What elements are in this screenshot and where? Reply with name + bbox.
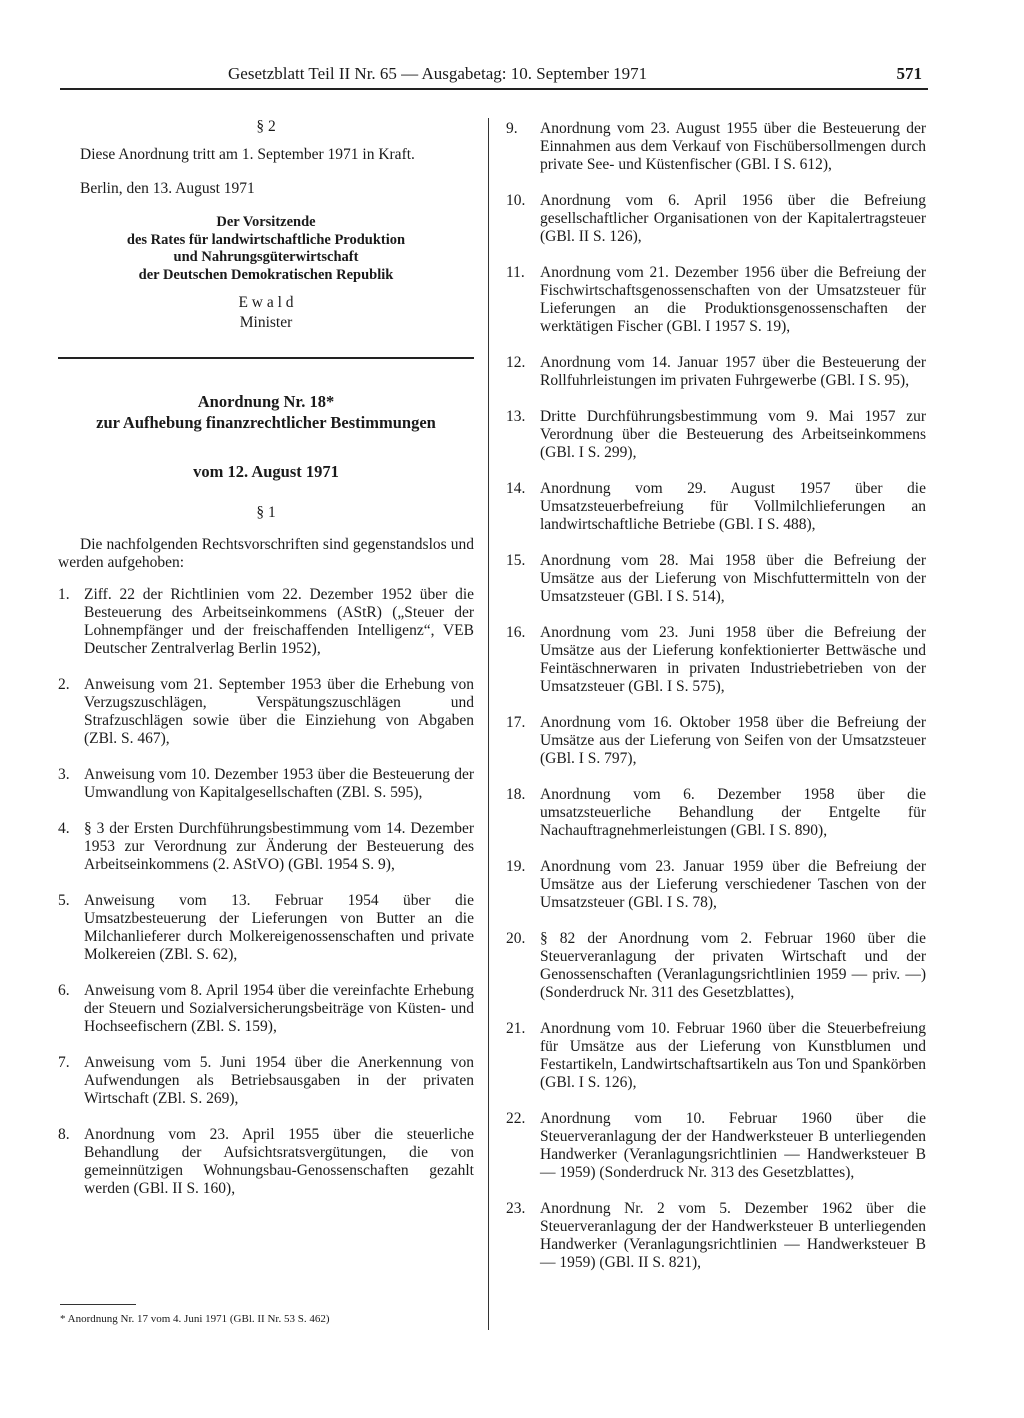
signature-line: Der Vorsitzende: [216, 214, 316, 230]
list-item: [58, 586, 474, 658]
list-item: [506, 1020, 926, 1092]
signatory-name: E w a l d: [238, 294, 294, 311]
item-number: 23.: [506, 1200, 526, 1217]
right-column: [506, 120, 926, 1272]
ordinance-title-line: Anordnung Nr. 18*: [197, 392, 335, 411]
list-item: [506, 1110, 926, 1182]
item-text: Dritte Durchführungsbestimmung vom 9. Mai 1957 zur Verordnung über die Besteuerung des Arbeitseinkommens (GBl. I S. 299),: [540, 408, 926, 461]
list-item: [506, 552, 926, 606]
section-2-heading: § 2: [256, 118, 276, 135]
item-number: 9.: [506, 120, 518, 137]
item-number: 22.: [506, 1110, 526, 1127]
item-number: 5.: [58, 892, 70, 909]
list-item: [506, 480, 926, 534]
item-number: 2.: [58, 676, 70, 693]
left-column: [58, 116, 474, 1198]
list-item: [58, 676, 474, 748]
item-number: 10.: [506, 192, 526, 209]
list-item: [58, 982, 474, 1036]
place-date: Berlin, den 13. August 1971: [80, 180, 255, 197]
list-item: [58, 892, 474, 964]
signature-line: des Rates für landwirtschaftliche Produktion: [126, 231, 406, 248]
item-text: § 82 der Anordnung vom 2. Februar 1960 über die Steuerveranlagung der privaten Wirtschaft und der Genossenschaften (Veranlagungsrichtlinien 1959 — priv. —) (Sonderdruck Nr. 311 des Gesetzblattes),: [540, 930, 926, 1001]
item-number: 11.: [506, 264, 525, 281]
list-item: [506, 1200, 926, 1272]
item-text: Anweisung vom 21. September 1953 über die Erhebung von Verzugszuschlägen, Verspätungszuschlägen und Strafzuschlägen sowie über die Einziehung von Abgaben (ZBl. S. 467),: [84, 676, 474, 747]
item-text: Anordnung vom 16. Oktober 1958 über die Befreiung der Umsätze aus der Lieferung von Seifen von der Umsatzsteuer (GBl. I S. 797),: [540, 714, 926, 767]
section-divider: [58, 357, 474, 359]
item-number: 14.: [506, 480, 526, 497]
item-text: Anweisung vom 8. April 1954 über die vereinfachte Erhebung der Steuern und Sozialversicherungsbeiträge von Küsten- und Hochseefischern (ZBl. S. 159),: [84, 982, 474, 1035]
item-number: 12.: [506, 354, 526, 371]
ordinance-subtitle: zur Aufhebung finanzrechtlicher Bestimmungen: [96, 413, 436, 432]
section-1-heading: § 1: [256, 504, 276, 521]
item-number: 18.: [506, 786, 526, 803]
footnote: * Anordnung Nr. 17 vom 4. Juni 1971 (GBl. II Nr. 53 S. 462): [60, 1313, 330, 1325]
item-number: 13.: [506, 408, 526, 425]
item-number: 21.: [506, 1020, 526, 1037]
item-number: 6.: [58, 982, 70, 999]
item-number: 19.: [506, 858, 526, 875]
item-text: Ziff. 22 der Richtlinien vom 22. Dezember 1952 über die Besteuerung des Arbeitseinkommens (AStR) („Steuer der Lohnempfänger und der freischaffenden Intelligenz“, VEB Deutscher Zentralverlag Berlin 1952),: [84, 586, 474, 657]
item-text: § 3 der Ersten Durchführungsbestimmung vom 14. Dezember 1953 zur Verordnung zur Änderung der Besteuerung des Arbeitseinkommens (2. AStVO) (GBl. 1954 S. 9),: [84, 820, 474, 873]
item-number: 1.: [58, 586, 70, 603]
section-2-text: Diese Anordnung tritt am 1. September 1971 in Kraft.: [80, 146, 415, 163]
footnote-rule: [60, 1304, 136, 1305]
list-item: [506, 192, 926, 246]
item-text: Anordnung vom 28. Mai 1958 über die Befreiung der Umsätze aus der Lieferung von Mischfuttermitteln von der Umsatzsteuer (GBl. I S. 514),: [540, 552, 926, 605]
item-text: Anordnung vom 10. Februar 1960 über die Steuerbefreiung für Umsätze aus der Lieferung von Kunstblumen und Festartikeln, Landwirtschaftsartikeln aus Ton und Spankörben (GBl. I S. 126),: [540, 1020, 926, 1091]
item-text: Anordnung vom 23. Juni 1958 über die Befreiung der Umsätze aus der Lieferung konfektionierter Bettwäsche und Feintäschnerwaren in privaten Industriebetrieben von der Umsatzsteuer (GBl. I S. 575),: [540, 624, 926, 695]
list-item: [58, 1126, 474, 1198]
repealed-list-left: [58, 586, 474, 1198]
column-divider: [488, 118, 489, 1330]
item-text: Anordnung vom 10. Februar 1960 über die Steuerveranlagung der der Handwerksteuer B unterliegenden Handwerker (Veranlagungsrichtlinien — Handwerksteuer B — 1959) (Sonderdruck Nr. 313 des Gesetzblattes),: [540, 1110, 926, 1181]
list-item: [58, 1054, 474, 1108]
item-text: Anordnung vom 23. Januar 1959 über die Befreiung der Umsätze aus der Lieferung verschiedener Taschen von der Umsatzsteuer (GBl. I S. 78),: [540, 858, 926, 911]
ordinance-date: vom 12. August 1971: [193, 462, 339, 481]
gazette-header-title: Gesetzblatt Teil II Nr. 65 — Ausgabetag: 10. September 1971: [228, 64, 648, 83]
signature-line: der Deutschen Demokratischen Republik: [138, 266, 394, 283]
item-number: 17.: [506, 714, 526, 731]
item-number: 4.: [58, 820, 70, 837]
item-number: 15.: [506, 552, 526, 569]
item-text: Anordnung vom 6. Dezember 1958 über die umsatzsteuerliche Behandlung der Entgelte für Nachauftragnehmerleistungen (GBl. I S. 890),: [540, 786, 926, 839]
item-text: Anordnung vom 6. April 1956 über die Befreiung gesellschaftlicher Organisationen von der Kapitalertragsteuer (GBl. II S. 126),: [540, 192, 926, 245]
list-item: [506, 264, 926, 336]
item-text: Anordnung vom 14. Januar 1957 über die Besteuerung der Rollfuhrleistungen im privaten Fuhrgewerbe (GBl. I S. 95),: [540, 354, 926, 389]
item-text: Anweisung vom 13. Februar 1954 über die Umsatzbesteuerung der Lieferungen von Butter an die Milchanlieferer durch Molkereigenossenschaften und private Molkereien (ZBl. S. 62),: [84, 892, 474, 963]
signatory-role: Minister: [239, 314, 293, 331]
list-item: [506, 930, 926, 1002]
item-text: Anordnung Nr. 2 vom 5. Dezember 1962 über die Steuerveranlagung der der Handwerksteuer B unterliegenden Handwerker (Veranlagungsrichtlinien — Handwerksteuer B — 1959) (GBl. II S. 821),: [540, 1200, 926, 1271]
list-item: [506, 624, 926, 696]
item-text: Anordnung vom 29. August 1957 über die Umsatzsteuerbefreiung für Vollmilchlieferungen an landwirtschaftliche Betriebe (GBl. I S. 488),: [540, 480, 926, 533]
list-item: [506, 120, 926, 174]
item-text: Anweisung vom 5. Juni 1954 über die Anerkennung von Aufwendungen als Betriebsausgaben in der privaten Wirtschaft (ZBl. S. 269),: [84, 1054, 474, 1107]
signature-line: und Nahrungsgüterwirtschaft: [173, 249, 359, 265]
item-number: 7.: [58, 1054, 70, 1071]
item-text: Anordnung vom 23. April 1955 über die steuerliche Behandlung der Aufsichtsratsvergütungen, die von gemeinnützigen Wohnungsbau-Genossenschaften gezahlt werden (GBl. II S. 160),: [84, 1126, 474, 1197]
list-item: [506, 858, 926, 912]
ordinance-title: [58, 391, 474, 433]
list-item: [58, 820, 474, 874]
item-number: 3.: [58, 766, 70, 783]
item-number: 8.: [58, 1126, 70, 1143]
header-rule: [60, 88, 928, 90]
intro-text: Die nachfolgenden Rechtsvorschriften sind gegenstandslos und werden aufgehoben:: [58, 536, 474, 571]
item-text: Anordnung vom 23. August 1955 über die Besteuerung der Einnahmen aus dem Verkauf von Fischübersollmengen durch private See- und Küstenfischer (GBl. I S. 612),: [540, 120, 926, 173]
item-number: 16.: [506, 624, 526, 641]
signature-block: [58, 214, 474, 284]
list-item: [506, 786, 926, 840]
item-text: Anordnung vom 21. Dezember 1956 über die Befreiung der Fischwirtschaftsgenossenschaften von der Umsatzsteuer für Lieferungen an die Produktionsgenossenschaften der werktätigen Fischer (GBl. I 1957 S. 19),: [540, 264, 926, 335]
list-item: [506, 354, 926, 390]
item-number: 20.: [506, 930, 526, 947]
repealed-list-right: [506, 120, 926, 1272]
list-item: [58, 766, 474, 802]
list-item: [506, 714, 926, 768]
item-text: Anweisung vom 10. Dezember 1953 über die Besteuerung der Umwandlung von Kapitalgesellschaften (ZBl. S. 595),: [84, 766, 474, 801]
list-item: [506, 408, 926, 462]
page-number: 571: [896, 64, 922, 83]
